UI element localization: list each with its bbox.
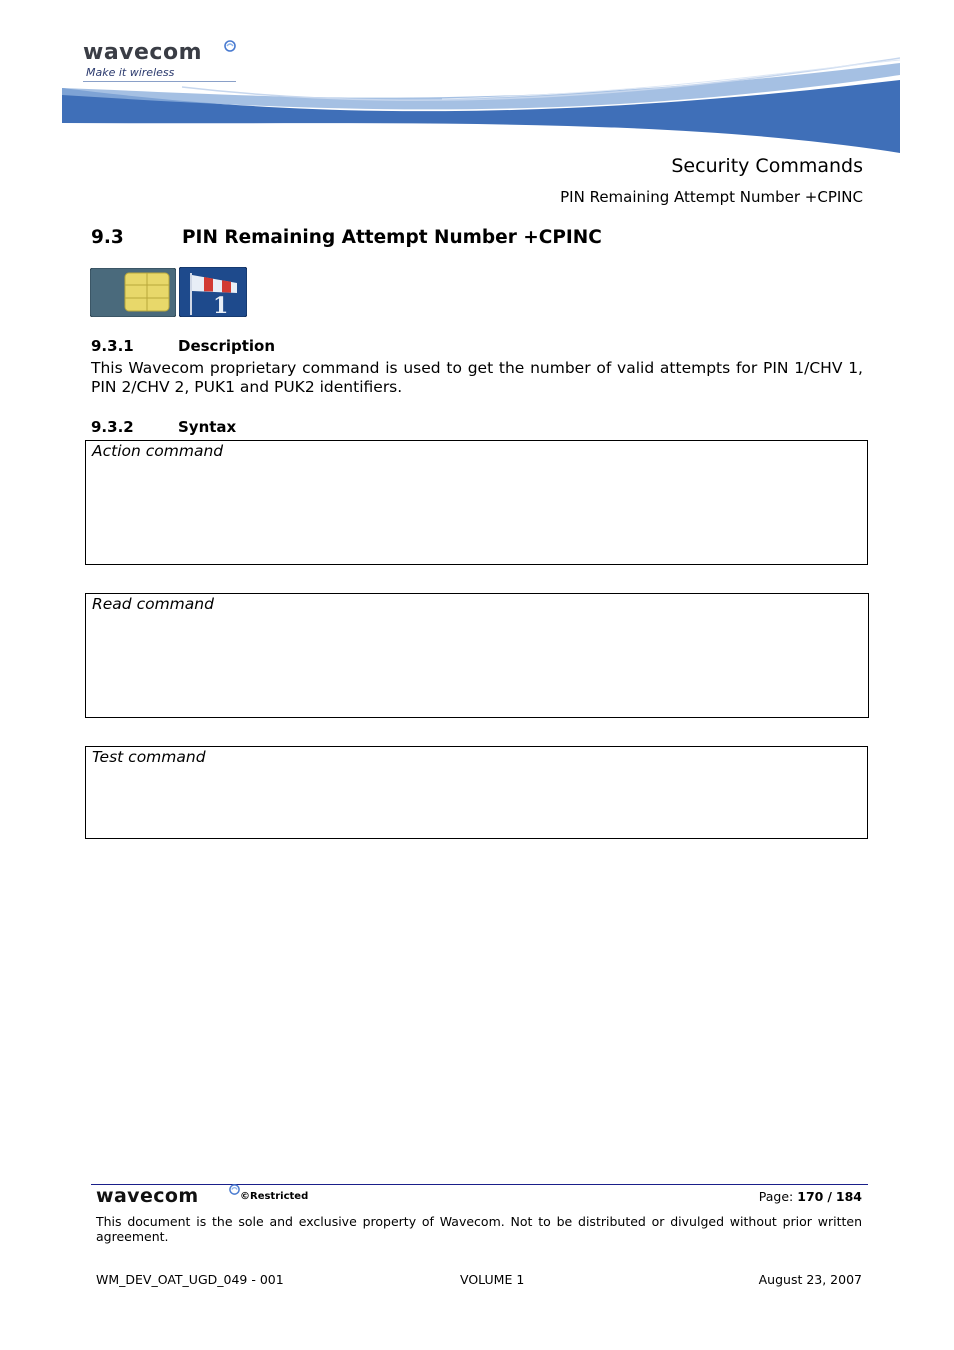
document-reference: WM_DEV_OAT_UGD_049 - 001 xyxy=(96,1272,284,1287)
page-current: 170 xyxy=(797,1189,824,1204)
description-title: Description xyxy=(178,337,276,355)
header-wave-banner xyxy=(62,55,900,155)
read-command-box xyxy=(85,593,869,718)
action-command-label: Action command xyxy=(92,442,224,460)
sim-card-icon xyxy=(90,268,176,317)
windsock-icon xyxy=(179,267,247,317)
document-date: August 23, 2007 xyxy=(758,1272,862,1287)
tagline: Make it wireless xyxy=(86,66,175,79)
section-title: Security Commands xyxy=(671,155,863,177)
page-separator: / xyxy=(827,1189,832,1204)
subsection-title: PIN Remaining Attempt Number +CPINC xyxy=(560,188,863,206)
page-number xyxy=(759,1189,862,1204)
description-text: This Wavecom proprietary command is used to get the number of valid attempts for PIN 1/CHV 1, PIN 2/CHV 2, PUK1 and PUK2 identifiers. xyxy=(91,359,863,396)
test-command-label: Test command xyxy=(92,748,206,766)
volume-label: VOLUME 1 xyxy=(460,1272,525,1287)
page-label: Page: xyxy=(758,1189,794,1204)
confidentiality-notice: This document is the sole and exclusive property of Wavecom. Not to be distributed or divulged without prior written agreement. xyxy=(96,1214,862,1244)
footer-swirl-logo-icon xyxy=(229,1184,240,1195)
footer-wavecom-logo: wavecom xyxy=(96,1185,199,1207)
syntax-title: Syntax xyxy=(178,418,237,436)
restricted-label: ©Restricted xyxy=(240,1191,309,1202)
test-command-box xyxy=(85,746,868,839)
wavecom-logo: wavecom xyxy=(83,40,203,65)
heading-number: 9.3 xyxy=(91,227,124,248)
action-command-box xyxy=(85,440,868,565)
svg-text:1: 1 xyxy=(213,293,229,317)
swirl-logo-icon xyxy=(224,40,236,52)
read-command-label: Read command xyxy=(92,595,214,613)
page-total: 184 xyxy=(835,1189,862,1204)
heading-title: PIN Remaining Attempt Number +CPINC xyxy=(182,227,602,248)
description-number: 9.3.1 xyxy=(91,337,134,355)
footer-rule xyxy=(91,1184,868,1185)
syntax-number: 9.3.2 xyxy=(91,418,134,436)
